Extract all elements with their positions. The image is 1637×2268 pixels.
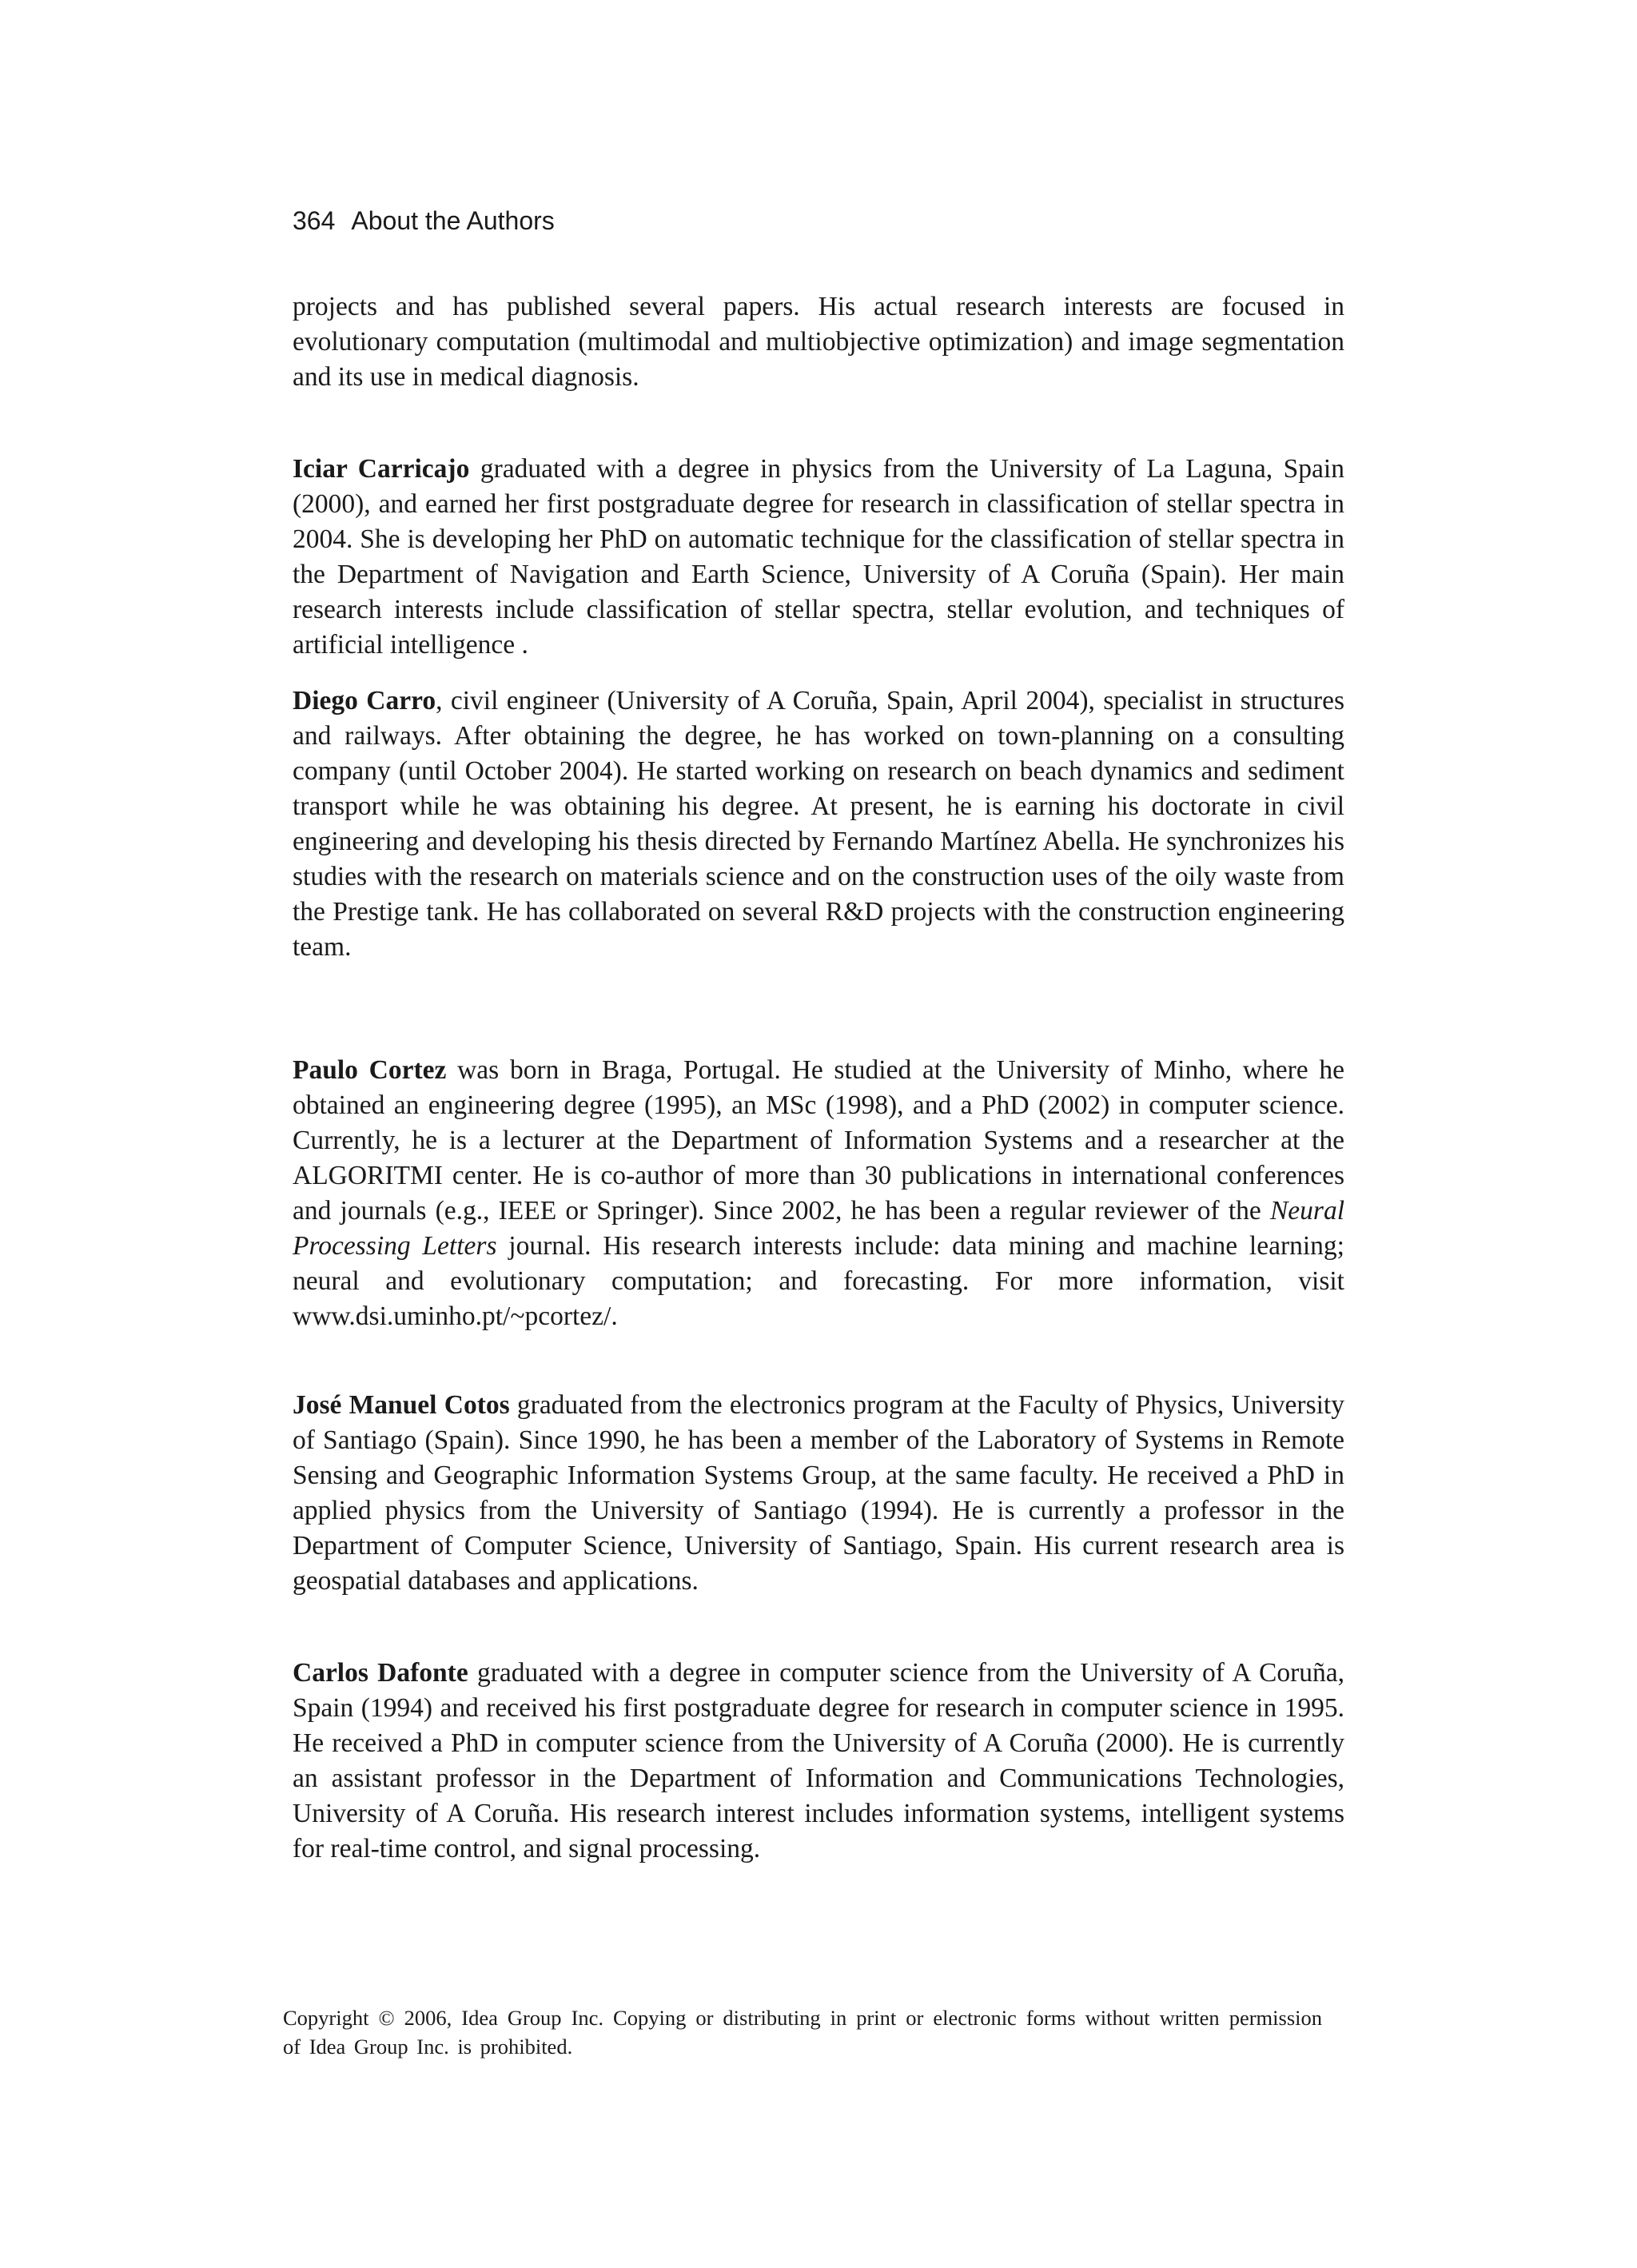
author-bio	[293, 1388, 1344, 1599]
author-bio-text: journal. His research interests include: data mining and machine learning; neural and evolutionary computation; and forecasting. For more information, visit www.dsi.uminho.pt/~pcortez/.	[293, 1231, 1344, 1331]
copyright-notice: Copyright © 2006, Idea Group Inc. Copying or distributing in print or electronic forms without written permission of Idea Group Inc. is prohibited.	[283, 2006, 1322, 2059]
author-name: José Manuel Cotos	[293, 1390, 510, 1420]
intro-paragraph	[293, 289, 1344, 395]
journal-title: Neural Processing Letters	[293, 1196, 1344, 1261]
author-bio-text: was born in Braga, Portugal. He studied at the University of Minho, where he obtained an engineering degree (1995), an MSc (1998), and a PhD (2002) in computer science. Currently, he is a lecturer at the Department of Information Systems and a researcher at the ALGORITMI center. He is co-author of more than 30 publications in international conferences and journals (e.g., IEEE or Springer). Since 2002, he has been a regular reviewer of the	[293, 1055, 1345, 1226]
page-number: 364	[293, 206, 336, 235]
author-bio	[293, 452, 1344, 663]
author-name: Iciar Carricajo	[293, 454, 470, 484]
running-head	[293, 206, 555, 236]
running-head-title: About the Authors	[351, 206, 555, 235]
author-bio-text: , civil engineer (University of A Coruña, Spain, April 2004), specialist in structures and railways. After obtaining the degree, he has worked on town-planning on a consulting company (until October 2004). He started working on research on beach dynamics and sediment transport while he was obtaining his degree. At present, he is earning his doctorate in civil engineering and developing his thesis directed by Fernando Martínez Abella. He synchronizes his studies with the research on materials science and on the construction uses of the oily waste from the Prestige tank. He has collaborated on several R&D projects with the construction engineering team.	[293, 686, 1344, 962]
author-bio-text: graduated with a degree in physics from the University of La Laguna, Spain (2000), and earned her first postgraduate degree for research in classification of stellar spectra in 2004. She is developing her PhD on automatic technique for the classification of stellar spectra in the Department of Navigation and Earth Science, University of A Coruña (Spain). Her main research interests include classification of stellar spectra, stellar evolution, and techniques of artificial intelligence .	[293, 454, 1344, 660]
author-bio-text: graduated with a degree in computer science from the University of A Coruña, Spain (1994) and received his first postgraduate degree for research in computer science in 1995. He received a PhD in computer science from the University of A Coruña (2000). He is currently an assistant professor in the Department of Information and Communications Technologies, University of A Coruña. His research interest includes information systems, intelligent systems for real-time control, and signal processing.	[293, 1658, 1344, 1863]
author-bio	[293, 1656, 1344, 1867]
author-bio-text: graduated from the electronics program at the Faculty of Physics, University of Santiago (Spain). Since 1990, he has been a member of the Laboratory of Systems in Remote Sensing and Geographic Information Systems Group, at the same faculty. He received a PhD in applied physics from the University of Santiago (1994). He is currently a professor in the Department of Computer Science, University of Santiago, Spain. His current research area is geospatial databases and applications.	[293, 1390, 1344, 1596]
author-bio	[293, 684, 1344, 965]
intro-text: projects and has published several papers. His actual research interests are focused in evolutionary computation (multimodal and multiobjective optimization) and image segmentation and its use in medical diagnosis.	[293, 292, 1344, 392]
author-name: Diego Carro	[293, 686, 436, 715]
author-name: Paulo Cortez	[293, 1055, 447, 1085]
author-bio	[293, 1053, 1344, 1334]
author-name: Carlos Dafonte	[293, 1658, 468, 1688]
